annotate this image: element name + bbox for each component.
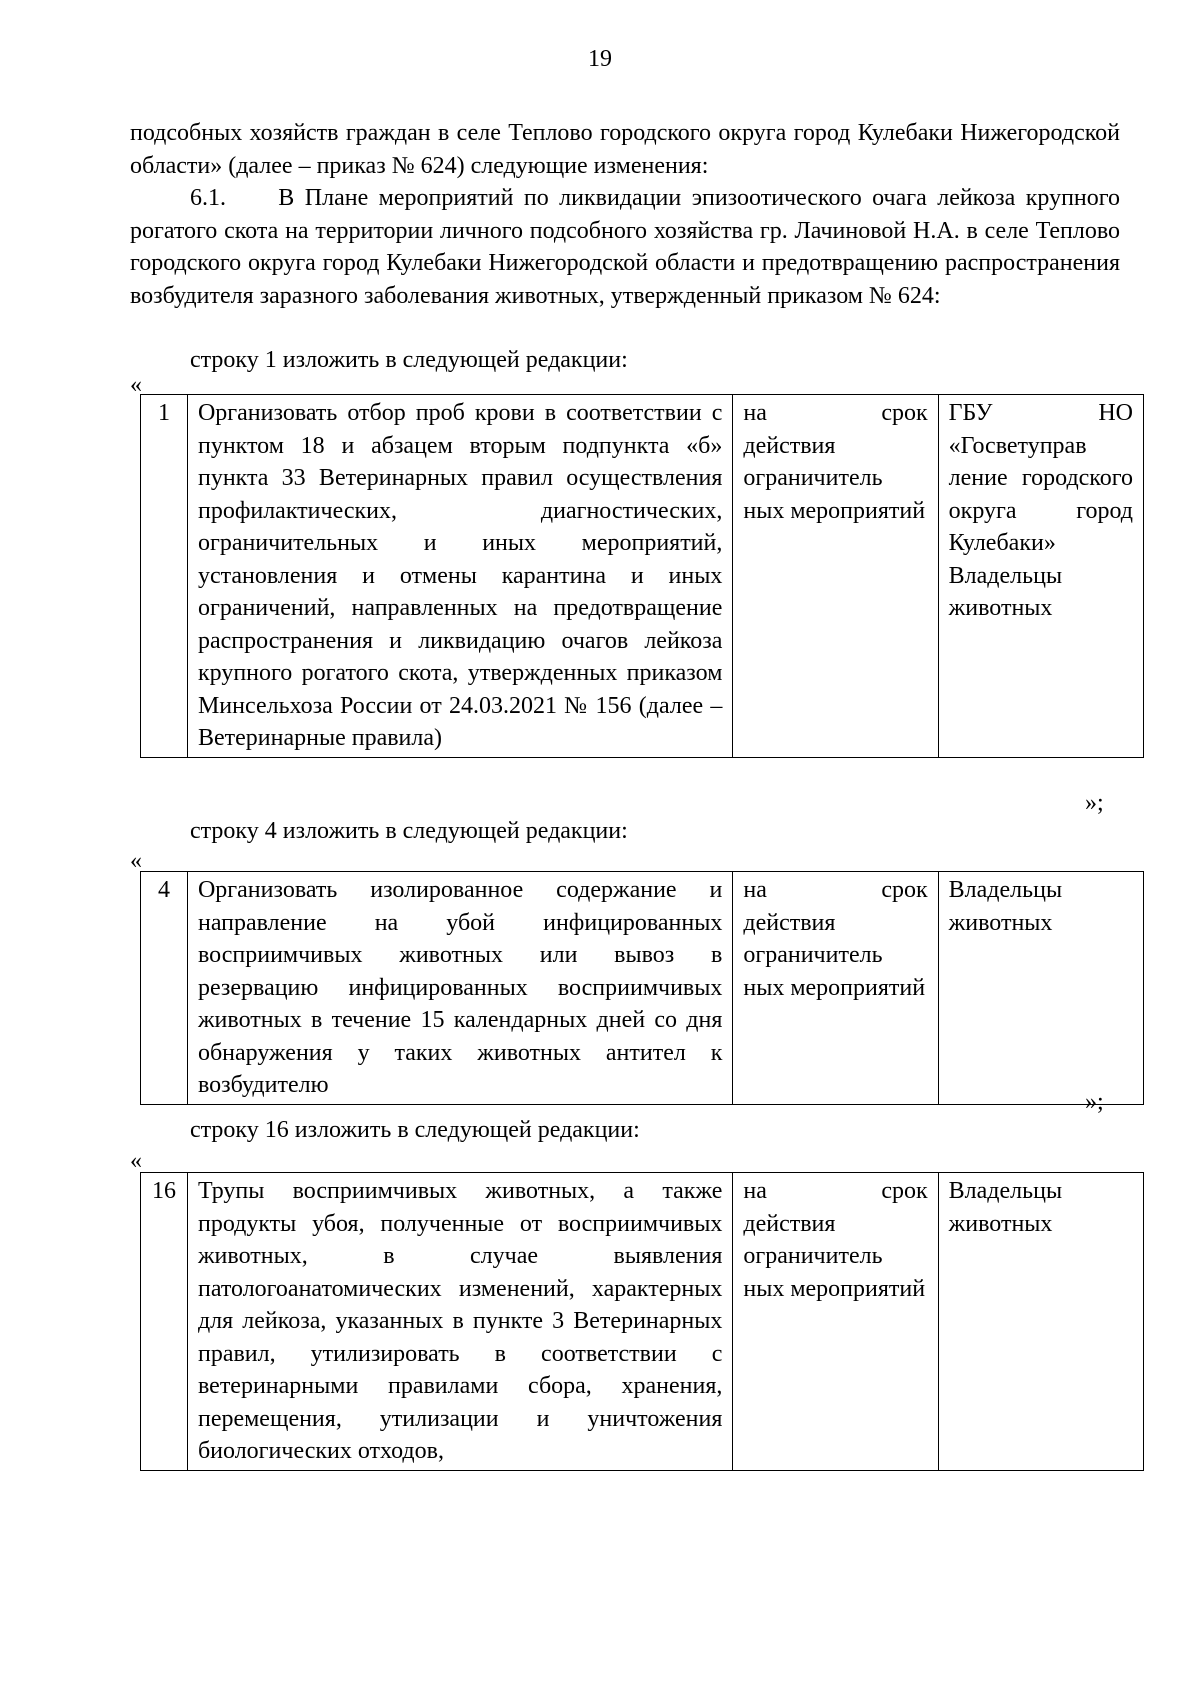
row-description: Организовать отбор проб крови в соответствии с пунктом 18 и абзацем вторым подпункта «б» пункта 33 Ветеринарных правил осуществления профилактических, диагностических, ограничительных и иных мероприятий, установления и отмены карантина и иных ограничений, направленных на предотвращение распространения и ликвидацию очагов лейкоза крупного рогатого скота, утвержденных приказом Минсельхоза России от 24.03.2021 № 156 (далее – Ветеринарные правила): [187, 395, 732, 758]
row-number: 1: [141, 395, 188, 758]
row-term-rest: действия ограничитель ных мероприятий: [743, 1210, 926, 1302]
row-responsible-rest: Владельцы животных: [948, 1178, 1063, 1237]
item-6-1: 6.1. В Плане мероприятий по ликвидации эпизоотического очага лейкоза крупного рогатого скота на территории личного подсобного хозяйства гр. Лачиновой Н.А. в селе Теплово городского округа город Кулебаки Нижегородской области и предотвращению распространения возбудителя заразного заболевания животных, утвержденный приказом № 624:: [130, 185, 1126, 309]
table-row: [141, 872, 1144, 1105]
row-term: [733, 395, 938, 758]
row-number: 4: [141, 872, 188, 1105]
row-responsible: [938, 395, 1143, 758]
instruction-row-4: строку 4 изложить в следующей редакции:: [190, 818, 628, 844]
quote-open-row-16: «: [130, 1148, 142, 1174]
row-term-first: на срок: [743, 400, 928, 426]
table-row: [141, 395, 1144, 758]
row-responsible-rest: «Госветуправ ление городского округа город Кулебаки» Владельцы животных: [948, 432, 1133, 621]
quote-open-row-1: «: [130, 372, 142, 398]
row-term-rest: действия ограничитель ных мероприятий: [743, 432, 926, 524]
row-description: Организовать изолированное содержание и направление на убой инфицированных восприимчивых животных или вывоз в резервацию инфицированных восприимчивых животных в течение 15 календарных дней со дня обнаружения у таких животных антител к возбудителю: [187, 872, 732, 1105]
intro-continuation: подсобных хозяйств граждан в селе Теплово городского округа город Кулебаки Нижегородской области» (далее – приказ № 624) следующие изменения:: [130, 120, 1120, 179]
quote-close-row-4: »;: [1085, 1089, 1104, 1115]
table-row-16: [140, 1172, 1144, 1471]
page-number: 19: [588, 46, 612, 72]
row-responsible-rest: Владельцы животных: [948, 877, 1063, 936]
table-row-4: [140, 871, 1144, 1105]
row-term-first: на срок: [743, 1178, 928, 1204]
row-responsible: [938, 872, 1143, 1105]
row-number: 16: [141, 1173, 188, 1471]
instruction-row-1: строку 1 изложить в следующей редакции:: [190, 347, 628, 373]
quote-open-row-4: «: [130, 848, 142, 874]
instruction-row-16: строку 16 изложить в следующей редакции:: [190, 1117, 640, 1143]
table-row: [141, 1173, 1144, 1471]
row-term-first: на срок: [743, 877, 928, 903]
table-row-1: [140, 394, 1144, 758]
row-term: [733, 872, 938, 1105]
row-responsible-first: ГБУ НО: [948, 400, 1133, 426]
quote-close-row-1: »;: [1085, 790, 1104, 816]
row-description: Трупы восприимчивых животных, а также продукты убоя, полученные от восприимчивых животных, в случае выявления патологоанатомических изменений, характерных для лейкоза, указанных в пункте 3 Ветеринарных правил, утилизировать в соответствии с ветеринарными правилами сбора, хранения, перемещения, утилизации и уничтожения биологических отходов,: [187, 1173, 732, 1471]
row-responsible: [938, 1173, 1143, 1471]
row-term: [733, 1173, 938, 1471]
row-term-rest: действия ограничитель ных мероприятий: [743, 909, 926, 1001]
